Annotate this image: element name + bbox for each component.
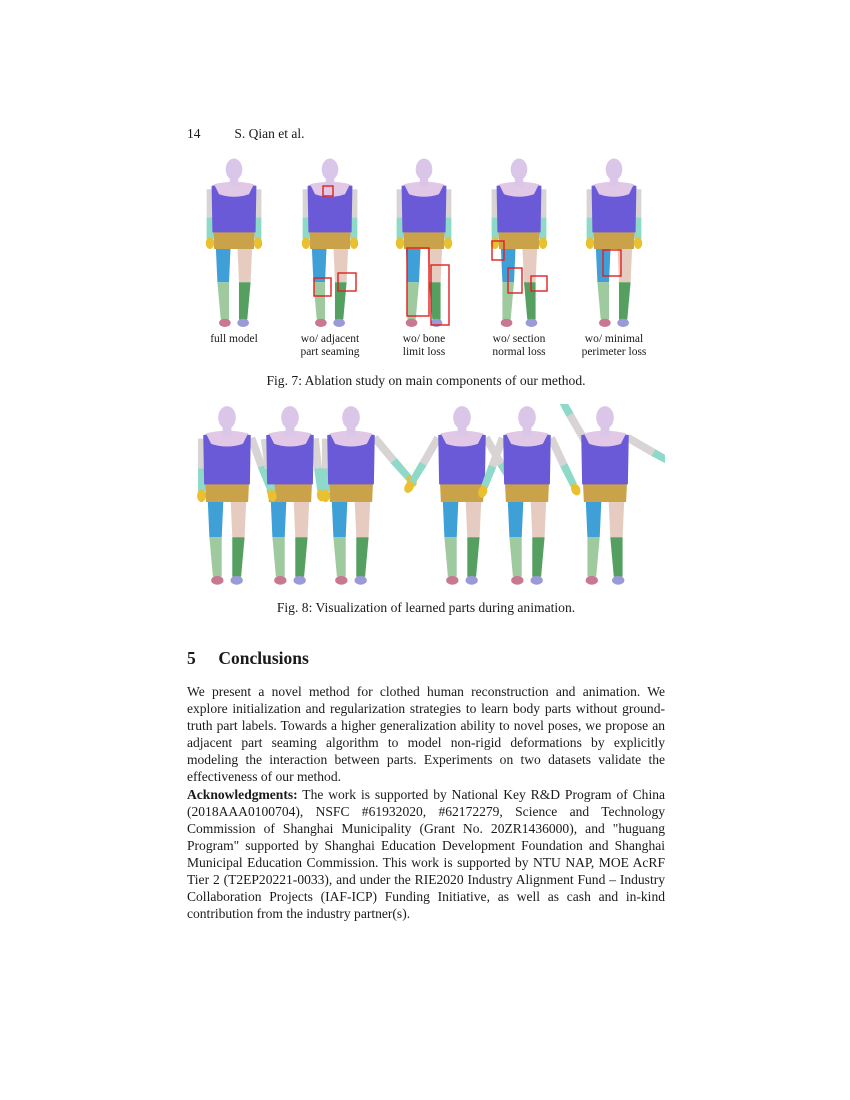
human-figure	[402, 406, 522, 585]
thigh-left	[586, 498, 602, 538]
acknowledgments-paragraph	[187, 786, 665, 923]
shin-right	[610, 537, 622, 577]
sublabel-line: wo/ section	[492, 333, 546, 345]
human-figure	[260, 406, 326, 585]
human-figure	[396, 159, 452, 327]
sublabel-line: perimeter loss	[581, 346, 647, 358]
section-title: Conclusions	[218, 648, 309, 668]
sublabel-line: limit loss	[402, 346, 446, 358]
human-figure	[550, 404, 665, 585]
head	[281, 406, 299, 429]
foot-left	[211, 576, 223, 585]
foot-left	[335, 576, 347, 585]
thigh-left	[216, 245, 231, 282]
section-number: 5	[187, 648, 196, 668]
figure-7-sublabel	[379, 333, 469, 359]
arm-right-group	[625, 433, 665, 472]
figure-8-image	[187, 404, 665, 594]
upper-arm-right	[625, 434, 655, 456]
running-title: S. Qian et al.	[234, 126, 305, 141]
hip	[205, 483, 249, 502]
foot-left	[274, 576, 286, 585]
hand-left	[302, 237, 310, 249]
shin-left	[509, 537, 521, 577]
hip	[329, 483, 373, 502]
shin-left	[444, 537, 456, 577]
foot-right	[333, 319, 345, 327]
thigh-right	[237, 245, 252, 282]
hand-right	[444, 237, 452, 249]
human-figure	[321, 406, 419, 585]
hip	[593, 231, 635, 249]
thigh-right	[231, 498, 247, 538]
head	[511, 159, 528, 181]
running-header	[187, 126, 305, 142]
shin-left	[407, 282, 419, 319]
shin-left	[313, 282, 325, 319]
arm-right-group	[548, 436, 583, 497]
shin-left	[209, 537, 221, 577]
hand-left	[321, 490, 330, 502]
hip	[309, 231, 351, 249]
head	[518, 406, 536, 429]
arm-left-group	[402, 435, 441, 494]
sublabel-line: wo/ bone	[402, 333, 446, 345]
hand-right	[254, 237, 262, 249]
hip	[583, 483, 627, 502]
shin-right	[619, 282, 631, 319]
hip	[403, 231, 445, 249]
sublabel-line: normal loss	[492, 346, 546, 358]
hand-left	[586, 237, 594, 249]
foot-right	[612, 576, 624, 585]
upper-arm-right	[371, 435, 396, 463]
shin-right	[335, 282, 347, 319]
sublabel-line: part seaming	[300, 346, 360, 358]
hand-right	[634, 237, 642, 249]
human-figure	[302, 159, 358, 327]
thigh-left	[332, 498, 348, 538]
foot-left	[315, 319, 327, 327]
head	[416, 159, 433, 181]
figure-7-sublabel	[285, 333, 375, 359]
thigh-left	[443, 498, 459, 538]
hand-left	[396, 237, 404, 249]
figure-7-caption: Fig. 7: Ablation study on main components of our method.	[266, 373, 586, 388]
shin-left	[217, 282, 229, 319]
thigh-left	[208, 498, 224, 538]
sublabel-line: wo/ adjacent	[300, 333, 360, 345]
page-number: 14	[187, 126, 201, 141]
figure-7	[187, 158, 665, 358]
head	[342, 406, 360, 429]
thigh-left	[312, 245, 327, 282]
foot-right	[237, 319, 249, 327]
head	[596, 406, 614, 429]
foot-right	[294, 576, 306, 585]
section-heading	[187, 648, 309, 669]
hip	[440, 483, 484, 502]
figure-8	[187, 404, 665, 594]
thigh-right	[609, 498, 625, 538]
human-figure	[491, 159, 547, 327]
human-figure	[206, 159, 262, 327]
figure-7-image	[187, 158, 665, 358]
acknowledgments-text: The work is supported by National Key R&D Program of China (2018AAA0100704), NSFC #61932020, #62172279, Science and Technology Commission of Shanghai Municipality (Grant No. 20ZR1436000), and "huguang Program" supported by Shanghai Education Development Foundation and Shanghai Municipal Education Commission. This work is supported by NTU NAP, MOE AcRF Tier 2 (T2EP20221-0033), and under the RIE2020 Industry Alignment Fund – Industry Collaboration Projects (IAF-ICP) Funding Initiative, as well as cash and in-kind contribution from the industry partner(s).	[187, 786, 665, 922]
figure-7-sublabel	[474, 333, 564, 359]
sublabel-line: full model	[210, 333, 258, 345]
foot-left	[501, 319, 513, 327]
head	[218, 406, 236, 429]
shin-right	[239, 282, 251, 319]
shin-right	[295, 537, 307, 577]
hip	[505, 483, 549, 502]
foot-right	[526, 319, 538, 327]
human-figure	[476, 406, 582, 585]
foot-right	[617, 319, 629, 327]
thigh-right	[355, 498, 371, 538]
upper-arm-left	[420, 436, 442, 466]
foot-right	[355, 576, 367, 585]
shin-right	[356, 537, 368, 577]
foot-left	[446, 576, 458, 585]
thigh-right	[466, 498, 482, 538]
thigh-right	[294, 498, 310, 538]
human-figure	[586, 159, 642, 327]
hand-right	[539, 237, 547, 249]
hand-right	[350, 237, 358, 249]
head	[226, 159, 243, 181]
foot-left	[511, 576, 523, 585]
thigh-left	[406, 245, 421, 282]
foot-left	[219, 319, 231, 327]
shin-right	[232, 537, 244, 577]
hand-left	[197, 490, 206, 502]
shin-left	[272, 537, 284, 577]
shin-left	[587, 537, 599, 577]
human-figure	[197, 406, 277, 585]
thigh-left	[508, 498, 524, 538]
shin-right	[532, 537, 544, 577]
foot-left	[406, 319, 418, 327]
foot-left	[599, 319, 611, 327]
thigh-right	[531, 498, 547, 538]
head	[453, 406, 471, 429]
acknowledgments-heading: Acknowledgments:	[187, 786, 298, 802]
shin-right	[467, 537, 479, 577]
thigh-left	[271, 498, 287, 538]
figure-7-sublabel	[189, 333, 279, 346]
conclusion-paragraph: We present a novel method for clothed human reconstruction and animation. We explore initialization and regularization strategies to learn body parts without ground-truth part labels. Towards a higher generalization ability to novel poses, we propose an adjacent part seaming algorithm to model non-rigid deformations by explicitly modeling the interaction between parts. Experiments on two datasets validate the effectiveness of our method.	[187, 684, 665, 785]
hand-left	[206, 237, 214, 249]
foot-right	[431, 319, 443, 327]
foot-right	[231, 576, 243, 585]
shin-left	[597, 282, 609, 319]
body-text	[187, 683, 665, 922]
head	[606, 159, 623, 181]
sublabel-line: wo/ minimal	[584, 333, 644, 345]
foot-right	[531, 576, 543, 585]
foot-left	[586, 576, 598, 585]
head	[322, 159, 339, 181]
figure-7-sublabel	[569, 333, 659, 359]
shin-right	[524, 282, 536, 319]
thigh-right	[333, 245, 348, 282]
hip	[213, 231, 255, 249]
figure-8-caption: Fig. 8: Visualization of learned parts during animation.	[276, 600, 576, 615]
shin-left	[333, 537, 345, 577]
foot-right	[466, 576, 478, 585]
